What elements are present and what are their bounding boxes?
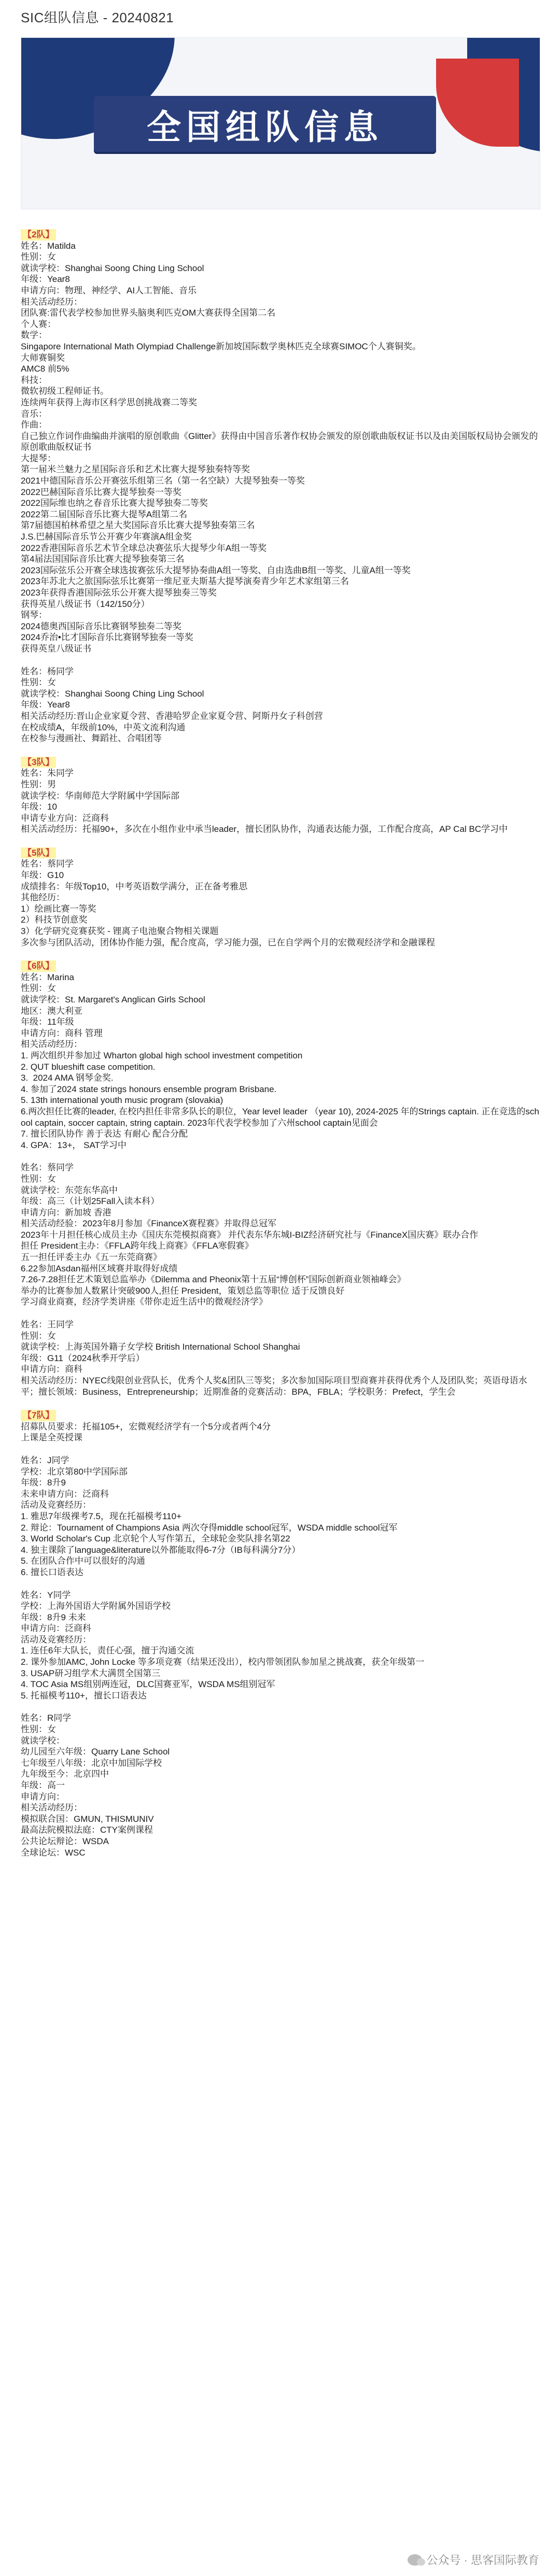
info-line: 音乐：: [21, 408, 47, 419]
member-block: [21, 666, 539, 744]
team-heading: 【7队】: [21, 1410, 56, 1421]
info-line: 姓名：蔡同学: [21, 1163, 74, 1173]
info-line: 申请专业方向：泛商科: [21, 813, 109, 823]
section-gap: [21, 1578, 539, 1590]
member-block: [21, 959, 539, 1151]
section-gap: [21, 1701, 539, 1712]
team-heading-row: [21, 228, 539, 240]
info-line: 6.两次担任比赛的leader, 在校内担任非常多队长的职位，Year level leader （year 10), 2024-2025 年的Strings captain. 正在竞选的school captain, soccer captain, string captain. 2023年代表学校参加了六州school captain见面会: [21, 1106, 539, 1128]
info-line: 学校：北京第80中学国际部: [21, 1466, 128, 1477]
info-line: 作曲：: [21, 420, 47, 430]
info-line: 科技：: [21, 375, 47, 385]
member-block: [21, 228, 539, 655]
info-line: 姓名：朱同学: [21, 768, 74, 779]
info-line: 第7届德国柏林希望之星大奖国际音乐比赛大提琴独奏第三名: [21, 520, 255, 531]
info-line: 在校成绩A，年级前10%，中英文流利沟通: [21, 722, 186, 732]
info-line: 在校参与漫画社、舞蹈社、合唱团等: [21, 733, 162, 744]
wechat-icon: [408, 2554, 422, 2566]
info-line: 5. 托福模考110+，擅长口语表达: [21, 1690, 147, 1701]
team-heading-row: [21, 756, 539, 768]
banner-title: 全国组队信息: [147, 107, 383, 147]
section-gap: [21, 1443, 539, 1455]
info-line: 连续两年获得上海市区科学思创挑战赛二等奖: [21, 397, 197, 407]
section-gap: [21, 1151, 539, 1162]
info-line: 成绩排名：年级Top10，中考英语数学满分，正在备考雅思: [21, 881, 248, 891]
info-line: 招募队员要求：托福105+，宏微观经济学有一个5分或者两个4分: [21, 1421, 271, 1432]
info-line: 就读学校：东莞东华高中: [21, 1185, 118, 1195]
watermark-text: 公众号 · 思客国际教育: [426, 2554, 539, 2567]
info-line: 就读学校：上海英国外籍子女学校 British International School Shanghai: [21, 1342, 300, 1352]
info-line: 6. 擅长口语表达: [21, 1567, 83, 1577]
team-info-list: [21, 228, 539, 1858]
info-line: 五一担任评委主办《五一东莞商赛》: [21, 1252, 162, 1263]
info-line: 姓名：Y同学: [21, 1590, 71, 1600]
info-line: 学校：上海外国语大学附属外国语学校: [21, 1601, 171, 1611]
info-line: 相关活动经历：: [21, 1803, 82, 1813]
member-block: [21, 1409, 539, 1443]
info-line: 4. 参加了2024 state strings honours ensemble program Brisbane.: [21, 1084, 277, 1094]
info-line: 公共论坛辩论：WSDA: [21, 1836, 109, 1846]
info-line: 3. 2024 AMA 钢琴金奖.: [21, 1073, 114, 1083]
info-line: 4. TOC Asia MS组别两连冠，DLC国赛亚军，WSDA MS组别冠军: [21, 1679, 275, 1690]
info-line: 姓名：R同学: [21, 1713, 72, 1723]
info-line: 1）绘画比赛一等奖: [21, 903, 96, 914]
info-line: 2022香港国际音乐艺术节全球总决赛弦乐大提琴少年A组一等奖: [21, 543, 267, 553]
watermark: [408, 2552, 539, 2568]
info-line: 年级：8升9 未来: [21, 1612, 86, 1622]
info-line: 3. USAP研习组学术大满贯全国第三: [21, 1668, 161, 1678]
document-title: SIC组队信息 - 20240821: [21, 10, 174, 25]
info-line: 年级：Year8: [21, 274, 70, 285]
member-block: [21, 1162, 539, 1308]
info-line: 个人赛：: [21, 319, 56, 329]
member-block: [21, 1712, 539, 1858]
info-line: 姓名：杨同学: [21, 666, 74, 676]
info-line: 幼儿园至六年级：Quarry Lane School: [21, 1747, 170, 1757]
info-line: 姓名：Marina: [21, 972, 74, 982]
info-line: 性别：女: [21, 1331, 56, 1341]
info-line: 就读学校：Shanghai Soong Ching Ling School: [21, 688, 204, 699]
info-line: 大师赛铜奖: [21, 352, 65, 363]
section-gap: [21, 744, 539, 756]
info-line: 1. 雅思7年级裸考7.5，现在托福模考110+: [21, 1511, 182, 1521]
info-line: 姓名：Matilda: [21, 240, 76, 251]
info-line: 4. GPA：13+， SAT学习中: [21, 1140, 127, 1150]
team-heading-row: [21, 959, 539, 972]
info-line: 年级：G11（2024秋季开学后）: [21, 1353, 145, 1363]
info-line: 申请方向：新加坡 香港: [21, 1207, 111, 1218]
info-line: 第4届法国国际音乐比赛大提琴独奏第三名: [21, 554, 185, 564]
info-line: 最高法院模拟法庭：CTY案例课程: [21, 1825, 153, 1835]
info-line: 年级：11年级: [21, 1017, 74, 1027]
info-line: 7.26-7.28担任艺术策划总监举办《Dilemma and Pheonix第十五届“博创杯”国际创新商业领袖峰会》: [21, 1275, 406, 1285]
info-line: 微软初级工程师证书。: [21, 386, 109, 397]
info-line: 性别：男: [21, 779, 56, 789]
section-gap: [21, 1397, 539, 1409]
info-line: 7. 擅长团队协作 善于表达 有耐心 配合分配: [21, 1129, 188, 1139]
info-line: 相关活动经历:晋山企业家夏令营、香港哈罗企业家夏令营、阿斯丹女子科创营: [21, 711, 323, 721]
info-line: 年级：高三（计划25Fall入读本科）: [21, 1196, 160, 1207]
info-line: 其他经历：: [21, 893, 65, 903]
banner-title-box: [94, 96, 436, 152]
info-line: 姓名：王同学: [21, 1320, 74, 1330]
info-line: 就读学校：: [21, 1735, 65, 1746]
info-line: 4. 独主课除了language&literature以外都能取得6-7分（IB每科满分7分）: [21, 1545, 301, 1555]
info-line: J.S.巴赫国际音乐节公开赛少年赛演A组金奖: [21, 532, 192, 542]
info-line: 2023年苏北大之旅国际弦乐比赛第一维尼亚夫斯基大提琴演奏青少年艺术家组第三名: [21, 576, 349, 587]
info-line: 多次参与团队活动，团体协作能力强，配合度高，学习能力强，已在自学两个月的宏微观经济学和金融课程: [21, 937, 435, 947]
info-line: 3. World Scholar's Cup 北京轮个人写作第五，全球轮金奖队排名第22: [21, 1534, 290, 1544]
info-line: 2. 课外参加AMC, John Locke 等多项竞赛（结果还没出），校内带领团队参加星之挑战赛，获全年级第一: [21, 1657, 425, 1667]
info-line: 钢琴：: [21, 610, 47, 620]
info-line: 2）科技节创意奖: [21, 915, 88, 925]
info-line: 性别：女: [21, 252, 56, 262]
info-line: 年级：高一: [21, 1780, 65, 1790]
info-line: 相关活动经历：: [21, 296, 82, 307]
info-line: 2022第二届国际音乐比赛大提琴A组第二名: [21, 509, 188, 519]
info-line: 地区：澳大利亚: [21, 1006, 82, 1016]
member-block: [21, 1455, 539, 1578]
team-heading-row: [21, 1409, 539, 1421]
info-line: 年级：10: [21, 802, 57, 812]
info-line: 2. QUT blueshift case competition.: [21, 1061, 156, 1072]
info-line: 九年级至今：北京四中: [21, 1769, 109, 1779]
info-line: 大提琴：: [21, 453, 56, 463]
section-gap: [21, 948, 539, 959]
member-block: [21, 846, 539, 948]
info-line: 获得英皇八级证书: [21, 643, 91, 654]
info-line: 未来申请方向：泛商科: [21, 1489, 109, 1499]
info-line: 活动及竞赛经历：: [21, 1634, 91, 1645]
info-line: 性别：女: [21, 1173, 56, 1184]
info-line: 2023年十月担任核心成员主办《国庆东莞模拟商赛》 并代表东华东城I-BIZ经济研究社与《FinanceX国庆赛》联办合作: [21, 1229, 479, 1240]
info-line: 2023国际弦乐公开赛全球选拔赛弦乐大提琴协奏曲A组一等奖、自由选曲B组一等奖、儿童A组一等奖: [21, 565, 411, 575]
info-line: 相关活动经历：托福90+，多次在小组作业中承当leader，擅长团队协作，沟通表达能力强，工作配合度高，AP Cal BC学习中: [21, 824, 508, 834]
info-line: 姓名：蔡同学: [21, 859, 74, 869]
info-line: 获得英星八级证书（142/150分）: [21, 599, 150, 609]
info-line: 6.22参加Asdan福州区域赛并取得好成绩: [21, 1263, 178, 1273]
member-block: [21, 1319, 539, 1397]
info-line: 相关活动经历：NYEC线限创业营队长，优秀个人奖&团队三等奖；多次参加国际项目型商赛并获得优秀个人及团队奖；英语母语水平；擅长领域：Business，Entrepreneurship；近期准备的竞赛活动：BPA，FBLA；学校职务：Prefect，学生会: [21, 1376, 527, 1397]
info-line: 2023年获得香港国际弦乐公开赛大提琴独奏三等奖: [21, 588, 217, 598]
info-line: 年级：Year8: [21, 700, 70, 710]
info-line: 担任 President主办：《FFLA跨年线上商赛》《FFLA寒假赛》: [21, 1241, 254, 1251]
team-heading: 【2队】: [21, 229, 56, 240]
info-line: 活动及竞赛经历：: [21, 1500, 91, 1510]
info-line: AMC8 前5%: [21, 364, 69, 374]
info-line: 学习商业商赛，经济学类讲座《带你走近生活中的微观经济学》: [21, 1297, 268, 1307]
member-block: [21, 756, 539, 835]
section-gap: [21, 1308, 539, 1319]
info-line: 2. 辩论：Tournament of Champions Asia 两次夺得middle school冠军，WSDA middle school冠军: [21, 1522, 398, 1533]
info-line: 申请方向：物理、神经学、AI人工智能、音乐: [21, 285, 197, 295]
info-line: 申请方向：泛商科: [21, 1623, 91, 1634]
info-line: 2024乔治•比才国际音乐比赛钢琴独奏一等奖: [21, 632, 193, 643]
team-heading: 【6队】: [21, 960, 56, 972]
info-line: 1. 连任6年大队长，责任心强，擅于沟通交流: [21, 1646, 194, 1656]
team-heading-row: [21, 846, 539, 859]
info-line: 5. 13th international youth music program (slovakia): [21, 1095, 223, 1106]
info-line: 2021中德国际音乐公开赛弦乐组第三名（第一名空缺）大提琴独奏一等奖: [21, 476, 305, 486]
info-line: 年级：G10: [21, 870, 64, 881]
info-line: 模拟联合国：GMUN, THISMUNIV: [21, 1814, 154, 1824]
info-line: 上课是全英授课: [21, 1433, 82, 1443]
info-line: 就读学校：华南师范大学附属中学国际部: [21, 790, 179, 801]
team-heading: 【5队】: [21, 847, 56, 859]
info-line: 团队赛:雷代表学校参加世界头脑奥利匹克OM大赛获得全国第二名: [21, 308, 276, 318]
member-block: [21, 1590, 539, 1702]
team-heading: 【3队】: [21, 757, 56, 768]
info-line: 数学：: [21, 330, 47, 341]
section-gap: [21, 835, 539, 846]
info-line: 就读学校：St. Margaret's Anglican Girls School: [21, 995, 205, 1004]
info-line: 2024德奥西国际音乐比赛钢琴独奏二等奖: [21, 621, 181, 631]
info-line: 2022国际维也纳之春音乐比赛大提琴独奏二等奖: [21, 498, 208, 508]
info-line: 自己独立作词作曲编曲并演唱的原创歌曲《Glitter》获得由中国音乐著作权协会颁发的原创歌曲版权证书以及由美国版权局协会颁发的原创歌曲版权证书: [21, 431, 538, 452]
info-line: 1. 两次组织并参加过 Wharton global high school investment competition: [21, 1050, 303, 1060]
section-gap: [21, 655, 539, 666]
info-line: 年级：8升9: [21, 1478, 66, 1488]
info-line: 申请方向：商科: [21, 1364, 82, 1375]
info-line: 举办的比赛参加人数累计突破900人,担任 President，策划总监等职位 适于反馈良好: [21, 1285, 345, 1296]
info-line: 5. 在团队合作中可以很好的沟通: [21, 1556, 145, 1566]
info-line: 性别：女: [21, 983, 56, 994]
header-banner: [21, 37, 540, 209]
info-line: 性别：女: [21, 1724, 56, 1735]
info-line: Singapore International Math Olympiad Challenge新加坡国际数学奥林匹克全球赛SIMOC个人赛铜奖。: [21, 341, 421, 351]
info-line: 全球论坛：WSC: [21, 1847, 86, 1858]
info-line: 七年级至八年级：北京中加国际学校: [21, 1758, 162, 1768]
info-line: 申请方向：商科 管理: [21, 1028, 103, 1038]
info-line: 姓名：J同学: [21, 1455, 69, 1465]
banner-decoration: [436, 59, 519, 147]
info-line: 3）化学研究竞赛获奖 - 锂离子电池聚合物相关课题: [21, 926, 219, 937]
info-line: 申请方向：: [21, 1791, 65, 1802]
info-line: 第一届米兰魅力之星国际音乐和艺术比赛大提琴独奏特等奖: [21, 464, 250, 475]
info-line: 相关活动经历：: [21, 1039, 82, 1050]
info-line: 相关活动经验：2023年8月参加《FinanceX赛程赛》并取得总冠军: [21, 1219, 277, 1229]
info-line: 2022巴赫国际音乐比赛大提琴独奏一等奖: [21, 487, 181, 497]
info-line: 就读学校：Shanghai Soong Ching Ling School: [21, 263, 204, 273]
info-line: 性别：女: [21, 677, 56, 688]
